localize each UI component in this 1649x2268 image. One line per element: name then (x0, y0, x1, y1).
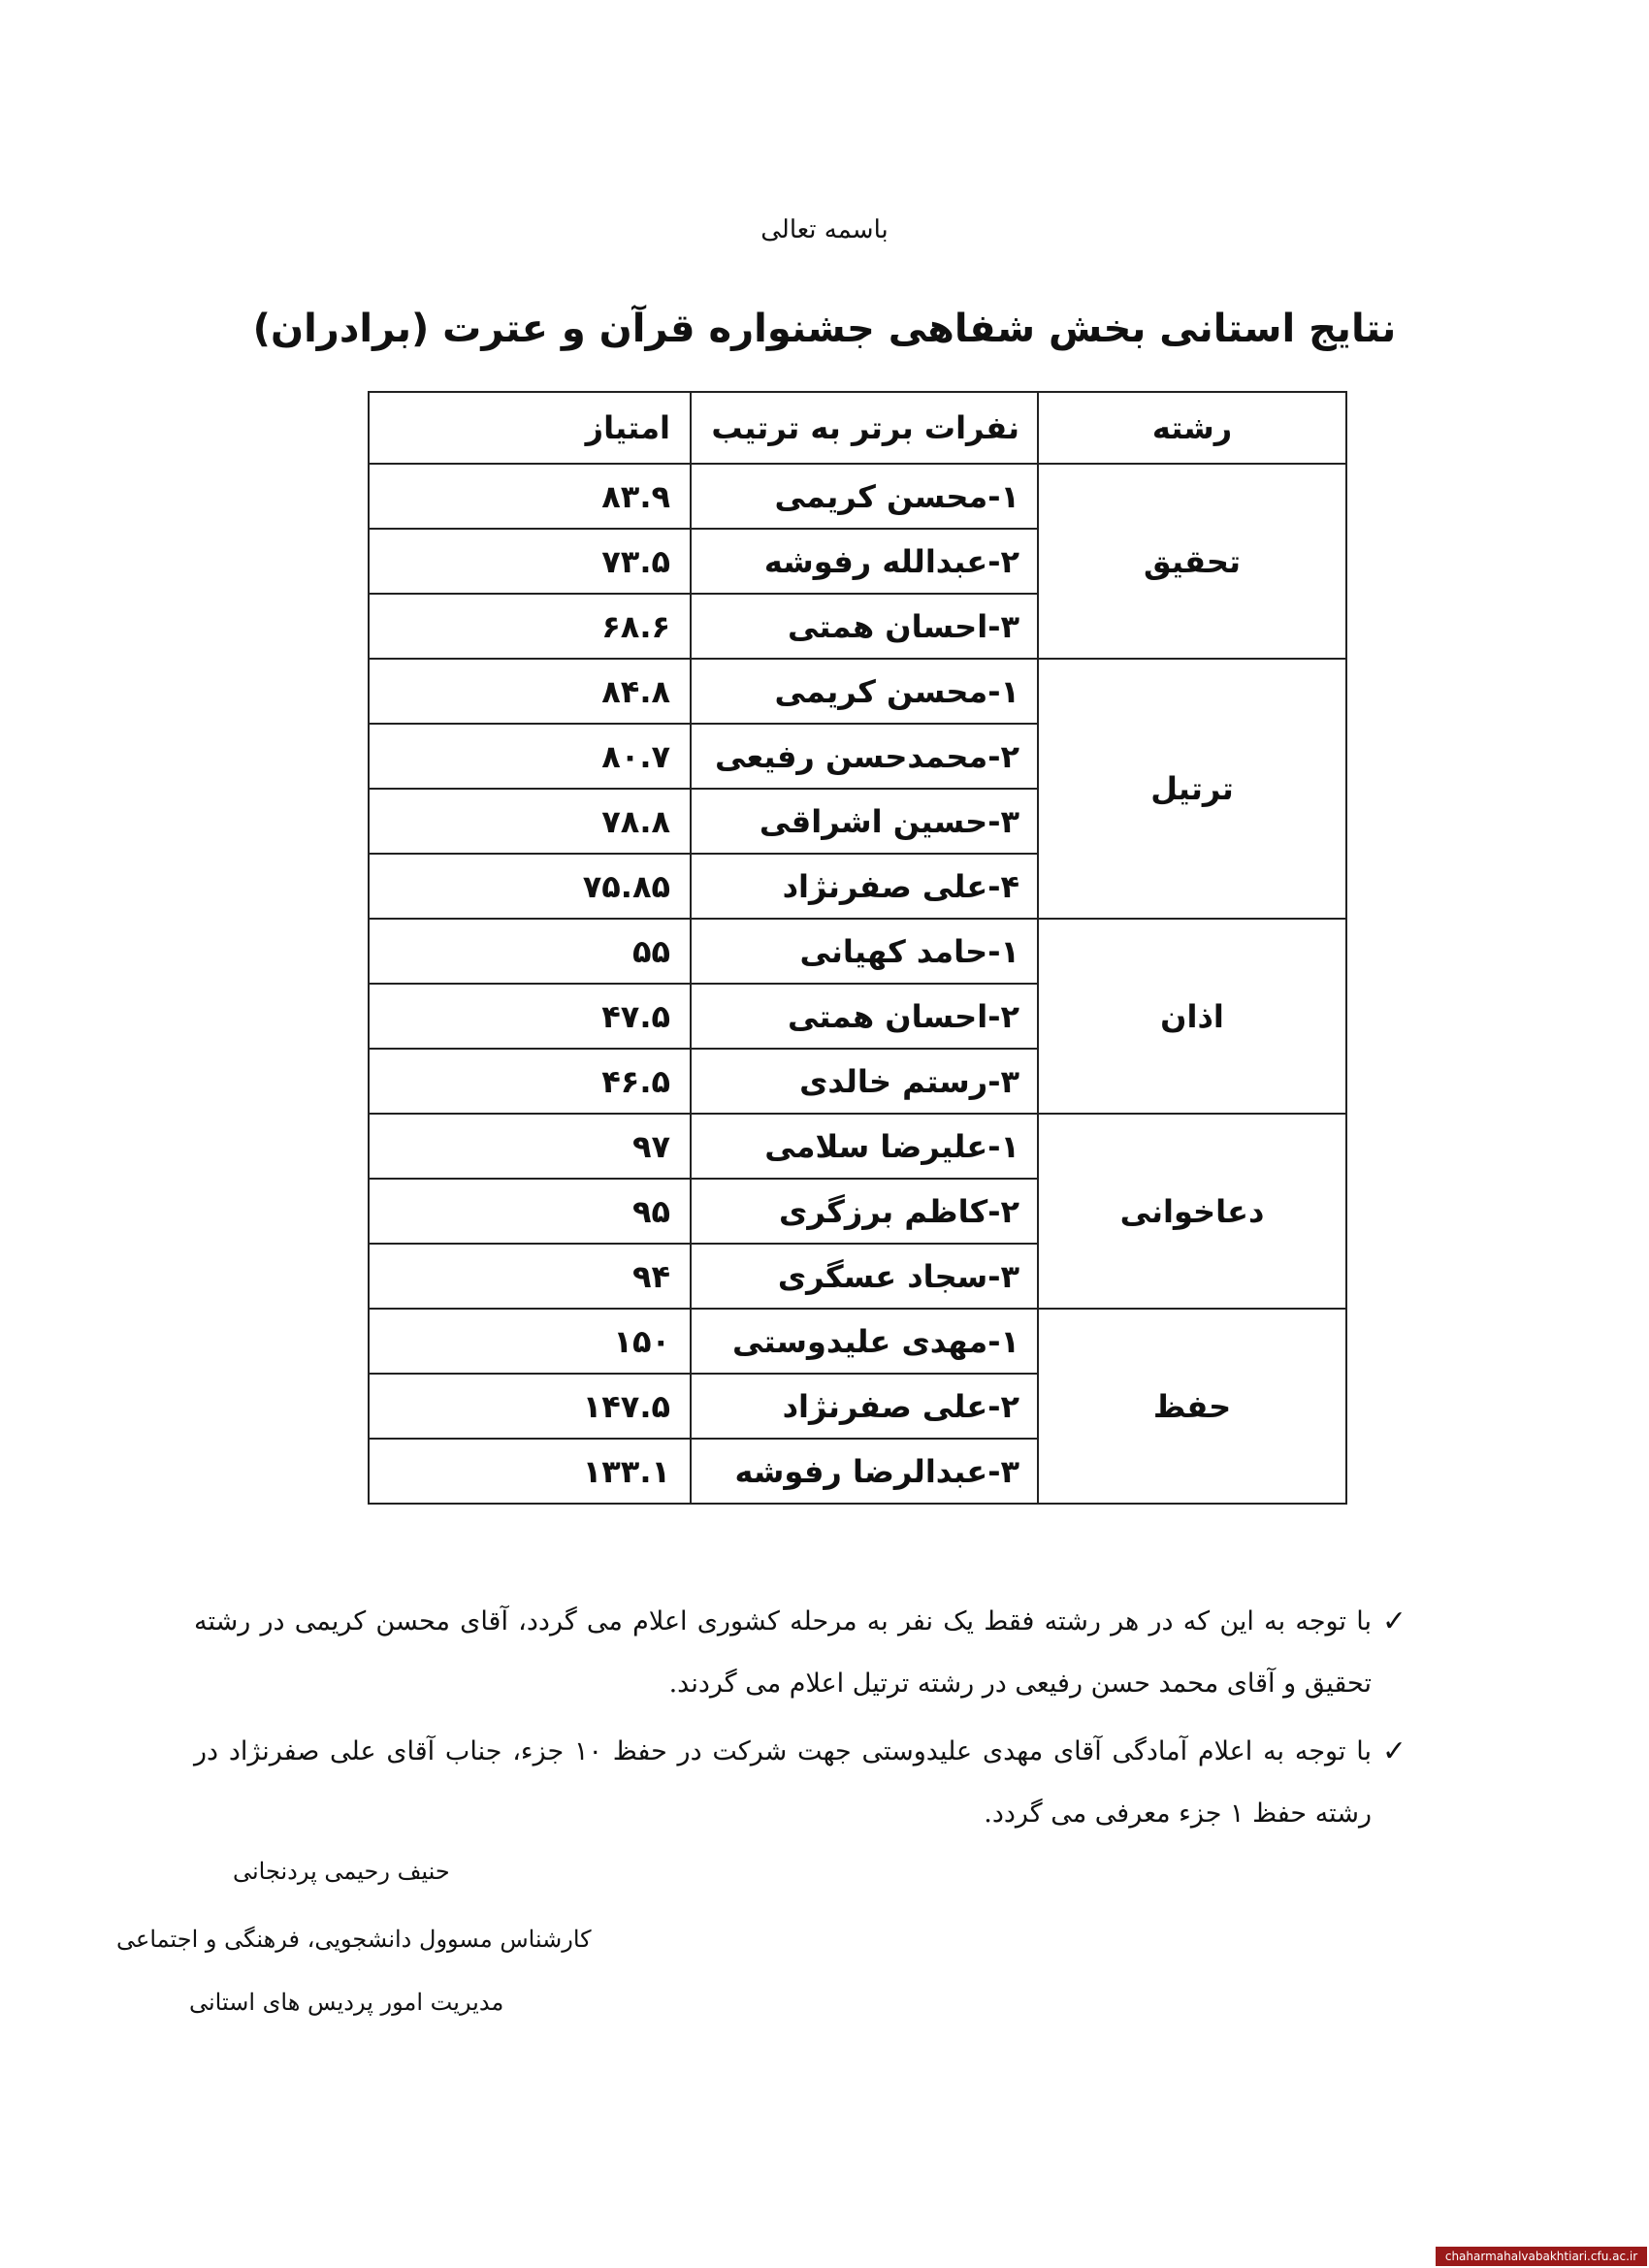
score-cell: ۸۰.۷ (369, 724, 691, 789)
source-stamp: chaharmahalvabakhtiari.cfu.ac.ir (1436, 2247, 1647, 2266)
table-row (369, 919, 1346, 984)
header-people: نفرات برتر به ترتیب (691, 392, 1038, 464)
results-table (368, 391, 1347, 1505)
table-row (369, 659, 1346, 724)
note-text: با توجه به این که در هر رشته فقط یک نفر به مرحله کشوری اعلام می گردد، آقای محسن کریمی در رشته تحقیق و آقای محمد حسن رفیعی در رشته ترتیل اعلام می گردند. (194, 1606, 1372, 1699)
person-cell: ۲-علی صفرنژاد (691, 1374, 1038, 1439)
table-row (369, 1309, 1346, 1374)
score-cell: ۹۵ (369, 1179, 691, 1244)
field-cell: تحقیق (1038, 464, 1346, 659)
score-cell: ۴۶.۵ (369, 1049, 691, 1114)
score-cell: ۵۵ (369, 919, 691, 984)
field-cell: حفظ (1038, 1309, 1346, 1504)
score-cell: ۱۵۰ (369, 1309, 691, 1374)
field-cell: دعاخوانی (1038, 1114, 1346, 1309)
score-cell: ۶۸.۶ (369, 594, 691, 659)
score-cell: ۹۷ (369, 1114, 691, 1179)
signatory-name: حنیف رحیمی پردنجانی (233, 1858, 450, 1885)
person-cell: ۱-حامد کهیانی (691, 919, 1038, 984)
person-cell: ۳-سجاد عسگری (691, 1244, 1038, 1309)
score-cell: ۷۳.۵ (369, 529, 691, 594)
field-cell: ترتیل (1038, 659, 1346, 919)
person-cell: ۲-محمدحسن رفیعی (691, 724, 1038, 789)
score-cell: ۸۴.۸ (369, 659, 691, 724)
person-cell: ۱-محسن کریمی (691, 659, 1038, 724)
document-title: نتایج استانی بخش شفاهی جشنواره قرآن و عترت (برادران) (252, 307, 1397, 351)
score-cell: ۹۴ (369, 1244, 691, 1309)
notes-section (194, 1591, 1406, 1851)
signatory-department: مدیریت امور پردیس های استانی (189, 1989, 504, 2016)
score-cell: ۷۸.۸ (369, 789, 691, 854)
table-row (369, 1114, 1346, 1179)
header-score: امتیاز (369, 392, 691, 464)
person-cell: ۳-احسان همتی (691, 594, 1038, 659)
check-icon: ✓ (1381, 1604, 1406, 1638)
score-cell: ۴۷.۵ (369, 984, 691, 1049)
person-cell: ۱-مهدی علیدوستی (691, 1309, 1038, 1374)
person-cell: ۲-احسان همتی (691, 984, 1038, 1049)
score-cell: ۸۳.۹ (369, 464, 691, 529)
note-text: با توجه به اعلام آمادگی آقای مهدی علیدوستی جهت شرکت در حفظ ۱۰ جزء، جناب آقای علی صفرنژاد در رشته حفظ ۱ جزء معرفی می گردد. (194, 1736, 1372, 1829)
score-cell: ۱۴۷.۵ (369, 1374, 691, 1439)
person-cell: ۱-محسن کریمی (691, 464, 1038, 529)
table-row (369, 464, 1346, 529)
person-cell: ۴-علی صفرنژاد (691, 854, 1038, 919)
signatory-role: کارشناس مسوول دانشجویی، فرهنگی و اجتماعی (116, 1926, 592, 1953)
score-cell: ۱۳۳.۱ (369, 1439, 691, 1504)
person-cell: ۳-حسین اشراقی (691, 789, 1038, 854)
table-header-row (369, 392, 1346, 464)
header-field: رشته (1038, 392, 1346, 464)
score-cell: ۷۵.۸۵ (369, 854, 691, 919)
person-cell: ۳-رستم خالدی (691, 1049, 1038, 1114)
check-icon: ✓ (1381, 1734, 1406, 1768)
note-item (194, 1721, 1406, 1845)
field-cell: اذان (1038, 919, 1346, 1114)
note-item (194, 1591, 1406, 1715)
header-phrase: باسمه تعالی (760, 215, 889, 244)
person-cell: ۲-کاظم برزگری (691, 1179, 1038, 1244)
person-cell: ۲-عبدالله رفوشه (691, 529, 1038, 594)
person-cell: ۱-علیرضا سلامی (691, 1114, 1038, 1179)
person-cell: ۳-عبدالرضا رفوشه (691, 1439, 1038, 1504)
